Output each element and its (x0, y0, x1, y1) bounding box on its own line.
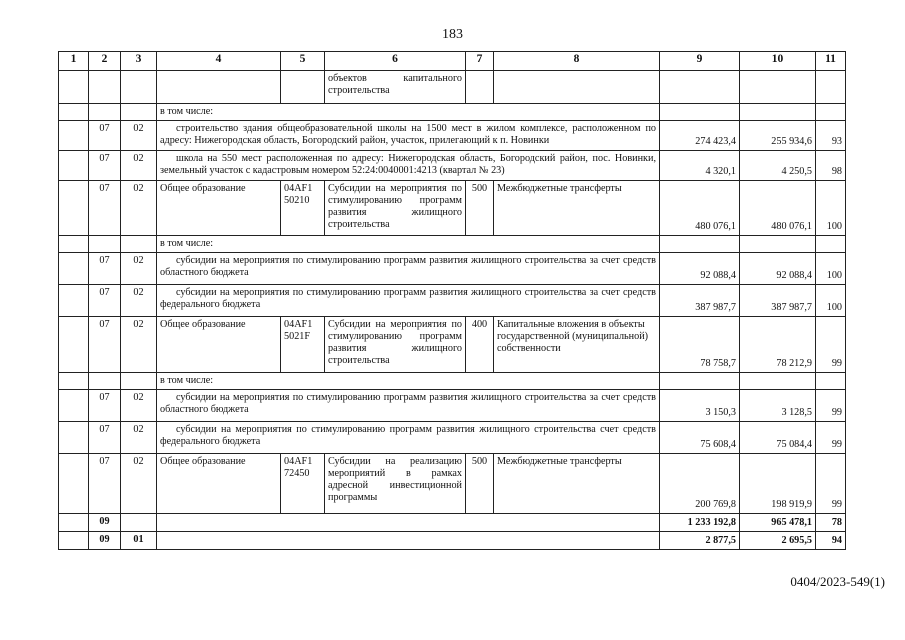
cell-actual: 3 128,5 (740, 390, 816, 422)
cell-description: субсидии на мероприятия по стимулированию программ развития жилищного строительства за счет средств областного бюджета (157, 253, 660, 285)
cell-percent: 100 (816, 181, 846, 236)
cell-purpose: объектов капитального строительства (325, 71, 466, 104)
cell-subsection: 02 (121, 285, 157, 317)
cell-expense-type: 400 (466, 317, 494, 373)
cell-section: 07 (89, 181, 121, 236)
table-row (59, 317, 846, 373)
cell-section: 07 (89, 317, 121, 373)
table-row (59, 104, 846, 121)
cell-purpose: Субсидии на реализацию мероприятий в рамках адресной инвестиционной программы (325, 454, 466, 514)
cell-percent: 93 (816, 121, 846, 151)
page-number: 183 (442, 27, 463, 42)
cell-subtitle: в том числе: (157, 104, 660, 121)
col-header-7: 7 (466, 52, 494, 71)
cell-percent: 99 (816, 317, 846, 373)
cell-percent: 78 (816, 514, 846, 532)
table-row (59, 181, 846, 236)
document-code: 0404/2023-549(1) (790, 574, 885, 589)
cell-purpose: Субсидии на мероприятия по стимулированию программ развития жилищного строительства (325, 181, 466, 236)
col-header-1: 1 (59, 52, 89, 71)
cell-section-name: Общее образование (157, 181, 281, 236)
cell-actual: 198 919,9 (740, 454, 816, 514)
cell-subsection: 02 (121, 151, 157, 181)
table-row (59, 71, 846, 104)
cell-actual: 480 076,1 (740, 181, 816, 236)
cell-subtitle: в том числе: (157, 236, 660, 253)
col-header-6: 6 (325, 52, 466, 71)
cell-percent: 99 (816, 390, 846, 422)
cell-subsection: 02 (121, 390, 157, 422)
cell-section: 07 (89, 151, 121, 181)
col-header-5: 5 (281, 52, 325, 71)
cell-plan: 387 987,7 (660, 285, 740, 317)
table-row (59, 236, 846, 253)
col-header-3: 3 (121, 52, 157, 71)
cell-description: строительство здания общеобразовательной школы на 1500 мест в жилом комплексе, расположенном по адресу: Нижегородская область, Богородский район, участок, прилегающий к п. Новинки (157, 121, 660, 151)
col-header-4: 4 (157, 52, 281, 71)
budget-table (58, 51, 846, 550)
cell-actual: 255 934,6 (740, 121, 816, 151)
cell-actual: 965 478,1 (740, 514, 816, 532)
table-row (59, 373, 846, 390)
cell-section: 07 (89, 121, 121, 151)
cell-actual: 387 987,7 (740, 285, 816, 317)
table-row (59, 253, 846, 285)
col-header-8: 8 (494, 52, 660, 71)
cell-subsection: 02 (121, 422, 157, 454)
table-row (59, 151, 846, 181)
cell-actual: 92 088,4 (740, 253, 816, 285)
cell-plan: 78 758,7 (660, 317, 740, 373)
cell-section-name: Общее образование (157, 317, 281, 373)
cell-description: субсидии на мероприятия по стимулированию программ развития жилищного строительства за счет средств областного бюджета (157, 390, 660, 422)
cell-subsection: 02 (121, 181, 157, 236)
cell-purpose: Субсидии на мероприятия по стимулированию программ развития жилищного строительства (325, 317, 466, 373)
cell-expense-name: Межбюджетные трансферты (494, 181, 660, 236)
cell-section: 07 (89, 454, 121, 514)
cell-percent: 99 (816, 422, 846, 454)
cell-percent: 100 (816, 253, 846, 285)
table-row (59, 390, 846, 422)
cell-plan: 75 608,4 (660, 422, 740, 454)
table-row (59, 422, 846, 454)
cell-subsection: 02 (121, 253, 157, 285)
cell-section: 07 (89, 422, 121, 454)
cell-target-code: 04AF1 50210 (281, 181, 325, 236)
cell-plan: 1 233 192,8 (660, 514, 740, 532)
table-row-total (59, 514, 846, 532)
cell-subsection: 01 (121, 532, 157, 550)
cell-subsection: 02 (121, 454, 157, 514)
cell-percent: 98 (816, 151, 846, 181)
table-row (59, 454, 846, 514)
cell-percent: 94 (816, 532, 846, 550)
cell-section: 09 (89, 532, 121, 550)
cell-subtitle: в том числе: (157, 373, 660, 390)
cell-description: субсидии на мероприятия по стимулированию программ развития жилищного строительства счет средств федерального бюджета (157, 422, 660, 454)
cell-description: субсидии на мероприятия по стимулированию программ развития жилищного строительства за счет средств федерального бюджета (157, 285, 660, 317)
cell-percent: 100 (816, 285, 846, 317)
cell-section: 07 (89, 253, 121, 285)
cell-subsection: 02 (121, 317, 157, 373)
table-row (59, 121, 846, 151)
col-header-9: 9 (660, 52, 740, 71)
cell-expense-name: Межбюджетные трансферты (494, 454, 660, 514)
cell-percent: 99 (816, 454, 846, 514)
cell-plan: 4 320,1 (660, 151, 740, 181)
cell-actual: 2 695,5 (740, 532, 816, 550)
cell-section: 07 (89, 390, 121, 422)
cell-subsection: 02 (121, 121, 157, 151)
cell-actual: 78 212,9 (740, 317, 816, 373)
cell-section-name: Общее образование (157, 454, 281, 514)
header-row (59, 52, 846, 71)
cell-plan: 480 076,1 (660, 181, 740, 236)
cell-actual: 75 084,4 (740, 422, 816, 454)
cell-target-code: 04AF1 72450 (281, 454, 325, 514)
cell-plan: 3 150,3 (660, 390, 740, 422)
cell-plan: 200 769,8 (660, 454, 740, 514)
cell-plan: 2 877,5 (660, 532, 740, 550)
cell-actual: 4 250,5 (740, 151, 816, 181)
cell-target-code: 04AF1 5021F (281, 317, 325, 373)
cell-section: 07 (89, 285, 121, 317)
cell-plan: 274 423,4 (660, 121, 740, 151)
col-header-11: 11 (816, 52, 846, 71)
cell-expense-name: Капитальные вложения в объекты государственной (муниципальной) собственности (494, 317, 660, 373)
table-row (59, 285, 846, 317)
cell-plan: 92 088,4 (660, 253, 740, 285)
cell-description: школа на 550 мест расположенная по адресу: Нижегородская область, Богородский район, пос. Новинки, земельный участок с кадастровым номером 52:24:0040001:4213 (квартал № 23) (157, 151, 660, 181)
cell-section: 09 (89, 514, 121, 532)
col-header-10: 10 (740, 52, 816, 71)
col-header-2: 2 (89, 52, 121, 71)
cell-expense-type: 500 (466, 181, 494, 236)
table-row-total (59, 532, 846, 550)
cell-expense-type: 500 (466, 454, 494, 514)
